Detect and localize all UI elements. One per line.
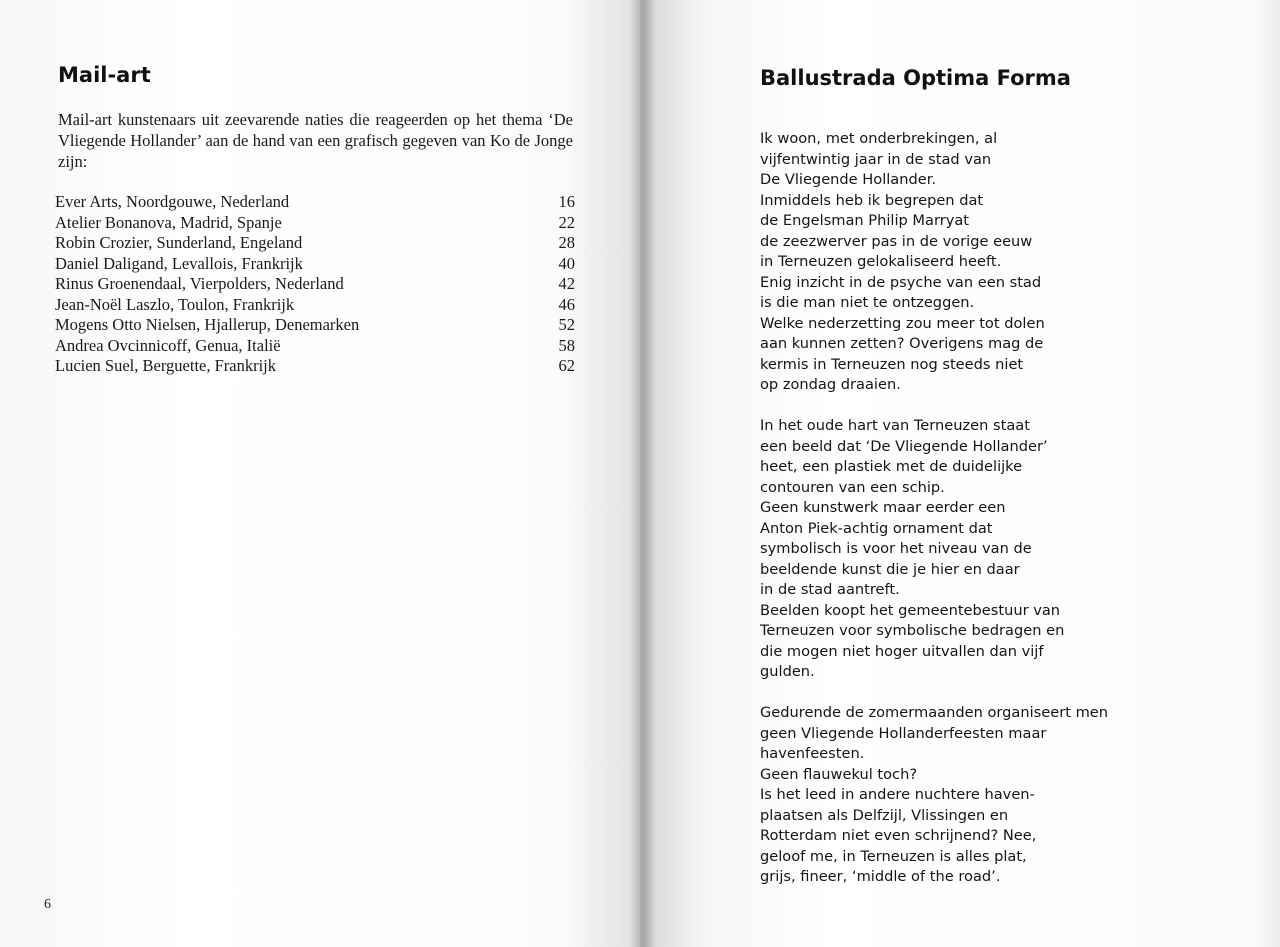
artist-page-ref: 28 <box>558 233 575 252</box>
essay-line: heet, een plastiek met de duidelijke <box>760 458 1023 475</box>
essay-line: plaatsen als Delfzijl, Vlissingen en <box>760 806 1009 824</box>
essay-line: symbolisch is voor het niveau van de <box>760 540 1032 557</box>
essay-line: Welke nederzetting zou meer tot dolen <box>760 314 1045 332</box>
intro-paragraph: Mail-art kunstenaars uit zeevarende naties die reageerden op het thema ‘De Vliegende Hollander’ aan de hand van een grafisch gegeven van Ko de Jonge zijn: <box>58 110 573 171</box>
essay-line: is die man niet te ontzeggen. <box>760 294 975 311</box>
essay-line: Anton Piek-achtig ornament dat <box>760 519 993 537</box>
artist-name: Robin Crozier, Sunderland, Engeland <box>55 233 303 252</box>
essay-line: geen Vliegende Hollanderfeesten maar <box>760 724 1047 742</box>
artist-list <box>55 192 575 377</box>
artist-page-ref: 16 <box>558 192 575 211</box>
essay-line: De Vliegende Hollander. <box>760 171 937 188</box>
essay-line: Beelden koopt het gemeentebestuur van <box>760 601 1061 619</box>
essay-line: Terneuzen voor symbolische bedragen en <box>760 622 1065 639</box>
essay-line: Geen flauwekul toch? <box>760 765 918 783</box>
artist-entry <box>55 274 575 295</box>
essay-line: op zondag draaien. <box>760 376 901 393</box>
artist-page-ref: 42 <box>558 274 575 293</box>
essay-line: de Engelsman Philip Marryat <box>760 212 969 229</box>
essay-line: grijs, fineer, ‘middle of the road’. <box>760 868 1001 885</box>
artist-name: Daniel Daligand, Levallois, Frankrijk <box>55 253 303 273</box>
essay-line: Geen kunstwerk maar eerder een <box>760 499 1006 516</box>
essay-line: in Terneuzen gelokaliseerd heeft. <box>760 253 1002 270</box>
artist-page-ref: 62 <box>558 356 575 375</box>
artist-entry <box>55 315 575 336</box>
artist-name: Rinus Groenendaal, Vierpolders, Nederland <box>55 274 344 293</box>
essay-line: Gedurende de zomermaanden organiseert men <box>760 704 1109 721</box>
essay-line: de zeezwerver pas in de vorige eeuw <box>760 232 1033 250</box>
essay-line: kermis in Terneuzen nog steeds niet <box>760 355 1024 373</box>
artist-entry <box>55 213 575 234</box>
right-page <box>640 0 1280 947</box>
essay-line: Ik woon, met onderbrekingen, al <box>760 130 998 147</box>
artist-name: Lucien Suel, Berguette, Frankrijk <box>55 356 277 375</box>
artist-page-ref: 58 <box>558 335 575 355</box>
artist-name: Jean-Noël Laszlo, Toulon, Frankrijk <box>55 294 295 314</box>
artist-page-ref: 22 <box>558 212 575 232</box>
essay-paragraph <box>760 129 1260 396</box>
essay-body <box>760 129 1260 908</box>
essay-line: Rotterdam niet even schrijnend? Nee, <box>760 827 1037 844</box>
artist-name: Ever Arts, Noordgouwe, Nederland <box>55 192 290 211</box>
essay-line: havenfeesten. <box>760 745 865 762</box>
artist-name: Mogens Otto Nielsen, Hjallerup, Denemarken <box>55 315 360 334</box>
left-page-heading: Mail-art <box>58 63 151 87</box>
essay-line: vijfentwintig jaar in de stad van <box>760 150 992 168</box>
artist-entry <box>55 295 575 316</box>
artist-page-ref: 40 <box>558 253 575 273</box>
artist-page-ref: 46 <box>558 294 575 314</box>
artist-entry <box>55 336 575 357</box>
essay-line: contouren van een schip. <box>760 478 945 496</box>
essay-line: Inmiddels heb ik begrepen dat <box>760 191 984 209</box>
artist-entry <box>55 356 575 377</box>
artist-entry <box>55 233 575 254</box>
artist-entry <box>55 192 575 213</box>
essay-paragraph <box>760 416 1260 683</box>
essay-line: Enig inzicht in de psyche van een stad <box>760 273 1042 291</box>
essay-line: aan kunnen zetten? Overigens mag de <box>760 335 1044 352</box>
right-page-heading: Ballustrada Optima Forma <box>760 66 1071 90</box>
essay-line: gulden. <box>760 663 815 680</box>
essay-line: Is het leed in andere nuchtere haven- <box>760 786 1035 803</box>
artist-entry <box>55 254 575 275</box>
essay-line: in de stad aantreft. <box>760 581 900 598</box>
page-number: 6 <box>44 897 51 912</box>
essay-line: In het oude hart van Terneuzen staat <box>760 417 1030 434</box>
essay-paragraph <box>760 703 1260 888</box>
artist-name: Atelier Bonanova, Madrid, Spanje <box>55 212 282 232</box>
artist-page-ref: 52 <box>558 315 575 334</box>
artist-name: Andrea Ovcinnicoff, Genua, Italië <box>55 335 281 355</box>
essay-line: beeldende kunst die je hier en daar <box>760 560 1020 578</box>
book-gutter-shadow <box>630 0 654 947</box>
essay-line: geloof me, in Terneuzen is alles plat, <box>760 847 1027 865</box>
essay-line: die mogen niet hoger uitvallen dan vijf <box>760 642 1044 660</box>
essay-line: een beeld dat ‘De Vliegende Hollander’ <box>760 437 1048 455</box>
